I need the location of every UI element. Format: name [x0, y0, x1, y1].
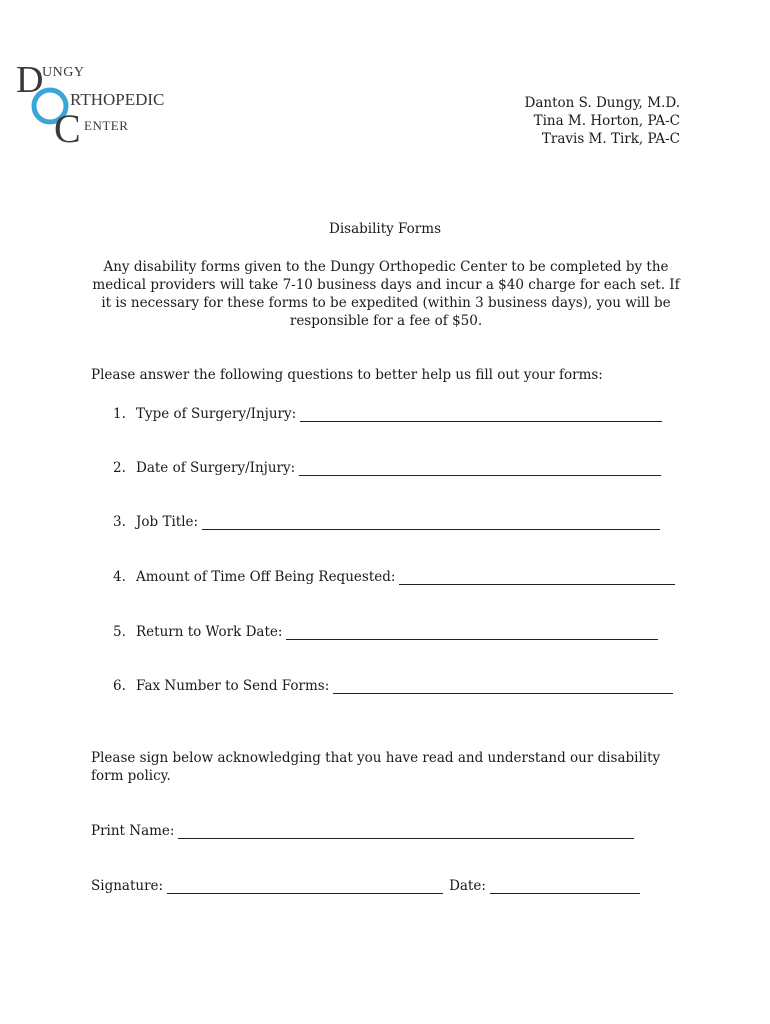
date-line[interactable] [490, 879, 640, 894]
logo-letter-c: C [54, 106, 81, 148]
answer-line-surgery-type[interactable] [300, 407, 662, 422]
question-number: 5. [113, 624, 126, 640]
signature-label: Signature: [91, 878, 164, 894]
question-label: Fax Number to Send Forms: [136, 678, 330, 694]
question-item [113, 620, 658, 640]
clinic-logo [14, 56, 194, 148]
provider-name: Travis M. Tirk, PA-C [541, 131, 680, 147]
question-item [113, 510, 660, 530]
question-label: Amount of Time Off Being Requested: [136, 569, 396, 585]
provider-name: Tina M. Horton, PA-C [533, 113, 680, 129]
question-item [113, 456, 661, 476]
logo-letter-d: D [16, 59, 44, 101]
print-name-field [91, 819, 634, 839]
provider-name: Danton S. Dungy, M.D. [524, 95, 680, 111]
logo-word-center: ENTER [84, 118, 129, 133]
acknowledgement-text: Please sign below acknowledging that you have read and understand our disability form policy. [91, 750, 661, 784]
question-number: 6. [113, 678, 126, 694]
answer-line-surgery-date[interactable] [299, 461, 661, 476]
question-number: 2. [113, 460, 126, 476]
question-label: Date of Surgery/Injury: [136, 460, 296, 476]
answer-line-return-date[interactable] [286, 625, 658, 640]
logo-word-dungy: UNGY [42, 65, 85, 80]
answer-line-time-off[interactable] [399, 570, 675, 585]
answer-line-job-title[interactable] [202, 515, 660, 530]
policy-paragraph: Any disability forms given to the Dungy Orthopedic Center to be completed by the medical providers will take 7-10 business days and incur a $40 charge for each set. If it is necessary for these forms to be expedited (within 3 business days), you will be responsible for a fee of $50. [92, 259, 680, 329]
date-label: Date: [449, 878, 486, 894]
signature-line[interactable] [167, 879, 443, 894]
question-number: 1. [113, 406, 126, 422]
question-label: Type of Surgery/Injury: [136, 406, 297, 422]
provider-list [525, 94, 680, 148]
question-item [113, 402, 662, 422]
print-name-line[interactable] [178, 824, 634, 839]
signature-row [91, 874, 640, 894]
question-label: Return to Work Date: [136, 624, 283, 640]
question-item [113, 565, 675, 585]
logo-word-orthopedic: RTHOPEDIC [70, 90, 165, 109]
question-item [113, 674, 673, 694]
form-title: Disability Forms [329, 221, 441, 237]
instructions-text: Please answer the following questions to better help us fill out your forms: [91, 367, 603, 383]
answer-line-fax-number[interactable] [333, 679, 673, 694]
print-name-label: Print Name: [91, 823, 175, 839]
question-number: 3. [113, 514, 126, 530]
question-number: 4. [113, 569, 126, 585]
question-label: Job Title: [136, 514, 199, 530]
